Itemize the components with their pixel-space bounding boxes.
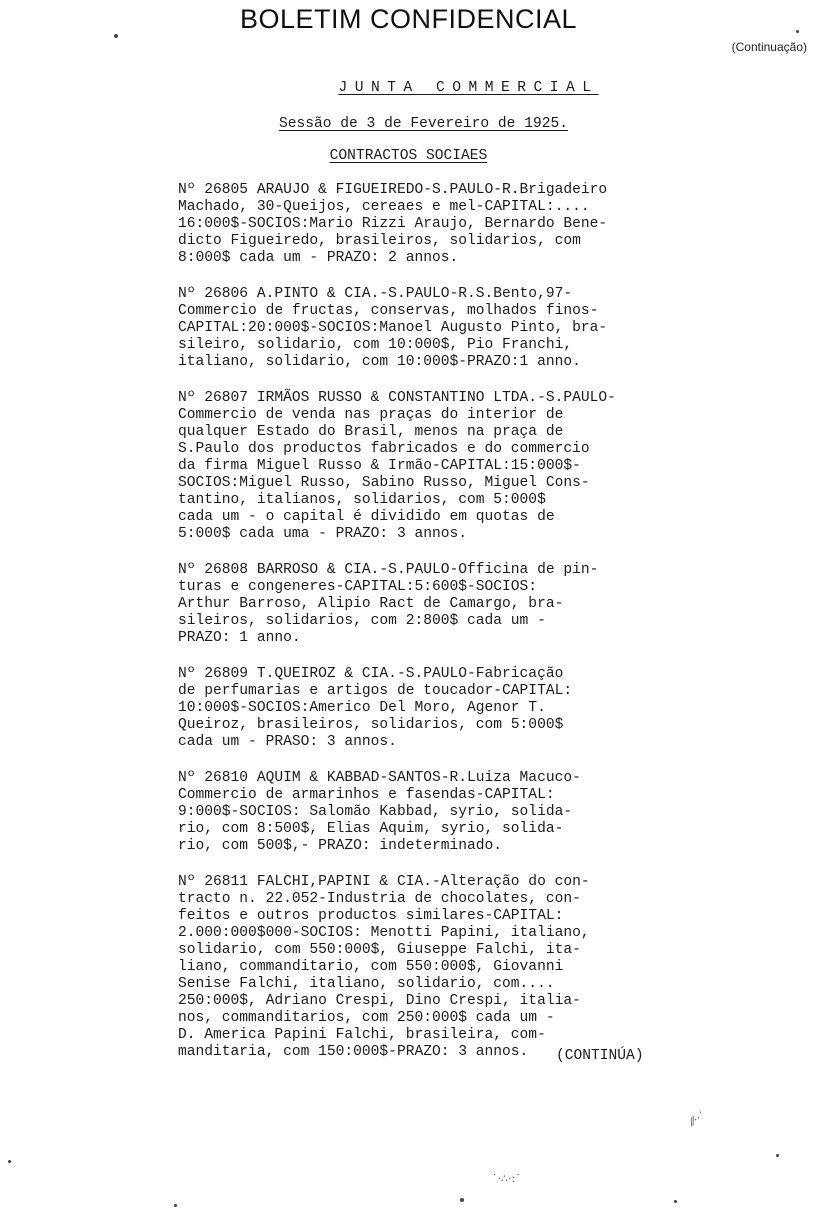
section-header-junta: JUNTA COMMERCIAL xyxy=(338,80,599,96)
contract-entry: Nº 26809 T.QUEIROZ & CIA.-S.PAULO-Fabricação de perfumarias e artigos de toucador-CAPITAL: 10:000$-SOCIOS:Americo Del Moro, Agenor T. Queiroz, brasileiros, solidarios, com 5:000$ cada um - PRASO: 3 annos. xyxy=(178,666,573,750)
continua-label: (CONTINÚA) xyxy=(556,1048,644,1064)
scan-speck xyxy=(114,34,118,38)
scan-speck xyxy=(174,1204,177,1207)
scan-speck xyxy=(796,30,799,33)
continuation-label: (Continuação) xyxy=(731,40,807,54)
contract-entry: Nº 26808 BARROSO & CIA.-S.PAULO-Officina de pin- turas e congeneres-CAPITAL:5:600$-SOCIOS: Arthur Barroso, Alipio Ract de Camargo, bra- sileiros, solidarios, com 2:800$ cada um - PRAZO: 1 anno. xyxy=(178,562,599,646)
ink-stain-mark: ⁄⁄··˙ xyxy=(687,1108,709,1129)
section-title-contractos: CONTRACTOS SOCIAES xyxy=(329,148,488,164)
contract-entry: Nº 26811 FALCHI,PAPINI & CIA.-Alteração do con- tracto n. 22.052-Industria de chocolates, con- feitos e outros productos similares-CAPITAL: 2.000:000$000-SOCIOS: Menotti Papini, italiano, solidario, com 550:000$, Giuseppe Falchi, ita- liano, commanditario, com 550:000$, Giovanni Senise Falchi, italiano, solidario, com.... 250:000$, Adriano Crespi, Dino Crespi, italia- nos, commanditarios, com 250:000$ cada um - D. America Papini Falchi, brasileira, com- manditaria, com 150:000$-PRAZO: 3 annos. xyxy=(178,874,590,1060)
contract-entry: Nº 26805 ARAUJO & FIGUEIREDO-S.PAULO-R.Brigadeiro Machado, 30-Queijos, cereaes e mel-CAPITAL:.... 16:000$-SOCIOS:Mario Rizzi Araujo, Bernardo Bene- dicto Figueiredo, brasileiros, solidarios, com 8:000$ cada um - PRAZO: 2 annos. xyxy=(178,182,608,266)
scan-speck xyxy=(460,1198,464,1202)
contract-entry: Nº 26806 A.PINTO & CIA.-S.PAULO-R.S.Bento,97- Commercio de fructas, conservas, molhados finos- CAPITAL:20:000$-SOCIOS:Manoel Augusto Pinto, bra- sileiro, solidario, com 10:000$, Pio Franchi, italiano, solidario, com 10:000$-PRAZO:1 anno. xyxy=(178,286,608,370)
ink-stain-mark: ˙·∴·:˙ xyxy=(492,1172,521,1185)
masthead-title: BOLETIM CONFIDENCIAL xyxy=(239,4,578,34)
scan-speck xyxy=(776,1154,779,1157)
contract-entry: Nº 26810 AQUIM & KABBAD-SANTOS-R.Luiza Macuco- Commercio de armarinhos e fasendas-CAPITAL: 9:000$-SOCIOS: Salomão Kabbad, syrio, solida- rio, com 8:500$, Elias Aquim, syrio, solida- rio, com 500$,- PRAZO: indeterminado. xyxy=(178,770,581,854)
scan-speck xyxy=(8,1160,11,1163)
scan-speck xyxy=(674,1200,677,1203)
session-date-heading: Sessão de 3 de Fevereiro de 1925. xyxy=(278,116,568,132)
contract-entry: Nº 26807 IRMÃOS RUSSO & CONSTANTINO LTDA.-S.PAULO- Commercio de venda nas praças do interior de qualquer Estado do Brasil, menos na praça de S.Paulo dos productos fabricados e do commercio da firma Miguel Russo & Irmão-CAPITAL:15:000$- SOCIOS:Miguel Russo, Sabino Russo, Miguel Cons- tantino, italianos, solidarios, com 5:000$ cada um - o capital é dividido em quotas de 5:000$ cada uma - PRAZO: 3 annos. xyxy=(178,390,616,542)
contract-entries-list xyxy=(178,182,688,1080)
